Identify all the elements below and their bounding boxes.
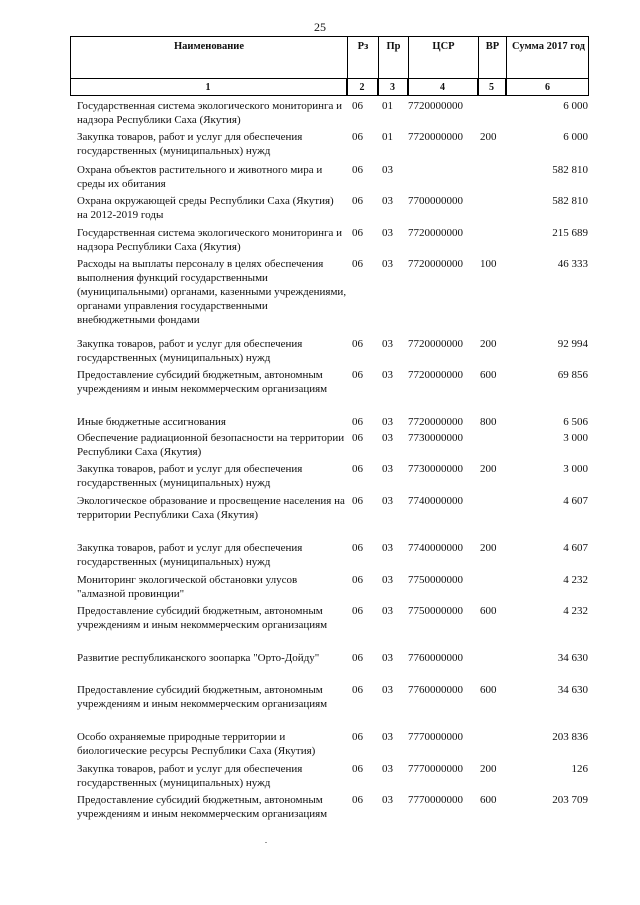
row-sum: 126 [571, 763, 588, 775]
row-sum: 69 856 [557, 369, 588, 381]
header-name: Наименование [71, 37, 348, 95]
row-pr: 03 [382, 652, 393, 664]
row-sum: 6 000 [563, 131, 588, 143]
row-rz: 06 [352, 652, 363, 664]
row-name: Экологическое образование и просвещение населения на территории Республики Саха (Якутия) [77, 495, 345, 521]
row-rz: 06 [352, 574, 363, 586]
row-csr: 7760000000 [408, 684, 463, 696]
row-csr: 7720000000 [408, 131, 463, 143]
row-pr: 03 [382, 542, 393, 554]
row-pr: 03 [382, 164, 393, 176]
row-name: Предоставление субсидий бюджетным, автономным учреждениям и иным некоммерческим организациям [77, 684, 328, 710]
row-rz: 06 [352, 542, 363, 554]
row-vr: 600 [480, 684, 497, 696]
column-number: 1 [70, 79, 347, 96]
row-sum: 6 000 [563, 100, 588, 112]
row-rz: 06 [352, 731, 363, 743]
row-csr: 7740000000 [408, 542, 463, 554]
row-csr: 7760000000 [408, 652, 463, 664]
row-pr: 03 [382, 495, 393, 507]
row-sum: 3 000 [563, 463, 588, 475]
row-name: Мониторинг экологической обстановки улусов "алмазной провинции" [77, 574, 298, 600]
row-pr: 03 [382, 369, 393, 381]
row-name: Предоставление субсидий бюджетным, автономным учреждениям и иным некоммерческим организациям [77, 369, 328, 395]
row-vr: 100 [480, 258, 497, 270]
row-name: Закупка товаров, работ и услуг для обеспечения государственных (муниципальных) нужд [77, 338, 303, 364]
row-name: Особо охраняемые природные территории и биологические ресурсы Республики Саха (Якутия) [77, 731, 316, 757]
row-sum: 203 709 [552, 794, 588, 806]
row-csr: 7720000000 [408, 227, 463, 239]
row-vr: 200 [480, 763, 497, 775]
row-name: Закупка товаров, работ и услуг для обеспечения государственных (муниципальных) нужд [77, 542, 303, 568]
row-sum: 4 232 [563, 605, 588, 617]
row-name: Обеспечение радиационной безопасности на территории Республики Саха (Якутия) [77, 432, 345, 458]
row-name: Предоставление субсидий бюджетным, автономным учреждениям и иным некоммерческим организациям [77, 605, 328, 631]
row-rz: 06 [352, 227, 363, 239]
row-rz: 06 [352, 416, 363, 428]
row-rz: 06 [352, 338, 363, 350]
row-sum: 6 506 [563, 416, 588, 428]
row-csr: 7770000000 [408, 794, 463, 806]
column-number: 2 [347, 79, 378, 96]
row-pr: 03 [382, 258, 393, 270]
row-csr: 7770000000 [408, 731, 463, 743]
row-sum: 4 232 [563, 574, 588, 586]
header-vr: ВР [479, 37, 507, 95]
row-pr: 03 [382, 605, 393, 617]
row-pr: 03 [382, 432, 393, 444]
row-vr: 200 [480, 131, 497, 143]
row-name: Расходы на выплаты персоналу в целях обеспечения выполнения функций государственными (муниципальными) органами, казенными учреждениями, органами управления государственными внебюджетными фондами [77, 258, 347, 326]
row-rz: 06 [352, 164, 363, 176]
row-csr: 7750000000 [408, 574, 463, 586]
row-csr: 7720000000 [408, 369, 463, 381]
row-sum: 46 333 [557, 258, 588, 270]
row-rz: 06 [352, 100, 363, 112]
header-pr: Пр [379, 37, 409, 95]
row-pr: 03 [382, 195, 393, 207]
row-vr: 600 [480, 369, 497, 381]
row-vr: 800 [480, 416, 497, 428]
row-name: Государственная система экологического мониторинга и надзора Республики Саха (Якутия) [77, 227, 343, 253]
row-pr: 01 [382, 100, 393, 112]
row-csr: 7730000000 [408, 463, 463, 475]
row-sum: 92 994 [557, 338, 588, 350]
row-name: Закупка товаров, работ и услуг для обеспечения государственных (муниципальных) нужд [77, 131, 303, 157]
row-rz: 06 [352, 369, 363, 381]
row-sum: 582 810 [552, 164, 588, 176]
header-sum: Сумма 2017 год [512, 41, 585, 52]
header-csr: ЦСР [409, 37, 479, 95]
row-vr: 600 [480, 794, 497, 806]
row-sum: 34 630 [557, 684, 588, 696]
row-sum: 34 630 [557, 652, 588, 664]
row-vr: 200 [480, 542, 497, 554]
scan-mark [265, 842, 267, 843]
header-rz: Рз [348, 37, 379, 95]
row-sum: 3 000 [563, 432, 588, 444]
row-rz: 06 [352, 195, 363, 207]
row-csr: 7720000000 [408, 338, 463, 350]
row-rz: 06 [352, 495, 363, 507]
row-pr: 03 [382, 684, 393, 696]
row-rz: 06 [352, 684, 363, 696]
row-name: Государственная система экологического мониторинга и надзора Республики Саха (Якутия) [77, 100, 343, 126]
row-name: Охрана объектов растительного и животного мира и среды их обитания [77, 164, 323, 190]
row-rz: 06 [352, 432, 363, 444]
row-pr: 03 [382, 731, 393, 743]
row-pr: 03 [382, 574, 393, 586]
row-vr: 600 [480, 605, 497, 617]
row-pr: 03 [382, 763, 393, 775]
row-pr: 03 [382, 338, 393, 350]
row-pr: 03 [382, 416, 393, 428]
row-csr: 7730000000 [408, 432, 463, 444]
row-csr: 7720000000 [408, 258, 463, 270]
row-csr: 7720000000 [408, 100, 463, 112]
page-number: 25 [314, 20, 326, 34]
row-vr: 200 [480, 463, 497, 475]
row-csr: 7750000000 [408, 605, 463, 617]
row-csr: 7720000000 [408, 416, 463, 428]
column-number: 3 [378, 79, 408, 96]
row-pr: 01 [382, 131, 393, 143]
row-sum: 4 607 [563, 542, 588, 554]
row-name: Закупка товаров, работ и услуг для обеспечения государственных (муниципальных) нужд [77, 463, 303, 489]
column-number: 5 [478, 79, 506, 96]
row-csr: 7740000000 [408, 495, 463, 507]
row-sum: 215 689 [552, 227, 588, 239]
row-name: Развитие республиканского зоопарка "Орто-Дойду" [77, 652, 320, 664]
row-sum: 582 810 [552, 195, 588, 207]
row-rz: 06 [352, 131, 363, 143]
row-csr: 7700000000 [408, 195, 463, 207]
row-name: Охрана окружающей среды Республики Саха (Якутия) на 2012-2019 годы [77, 195, 334, 221]
row-name: Закупка товаров, работ и услуг для обеспечения государственных (муниципальных) нужд [77, 763, 303, 789]
row-vr: 200 [480, 338, 497, 350]
row-sum: 203 836 [552, 731, 588, 743]
row-pr: 03 [382, 227, 393, 239]
row-csr: 7770000000 [408, 763, 463, 775]
row-rz: 06 [352, 763, 363, 775]
row-sum: 4 607 [563, 495, 588, 507]
column-number: 4 [408, 79, 478, 96]
row-rz: 06 [352, 794, 363, 806]
column-numbers-row [70, 78, 589, 96]
row-rz: 06 [352, 605, 363, 617]
row-pr: 03 [382, 463, 393, 475]
row-rz: 06 [352, 463, 363, 475]
row-name: Предоставление субсидий бюджетным, автономным учреждениям и иным некоммерческим организациям [77, 794, 328, 820]
column-number: 6 [545, 82, 550, 93]
row-pr: 03 [382, 794, 393, 806]
row-name: Иные бюджетные ассигнования [77, 416, 226, 428]
row-rz: 06 [352, 258, 363, 270]
